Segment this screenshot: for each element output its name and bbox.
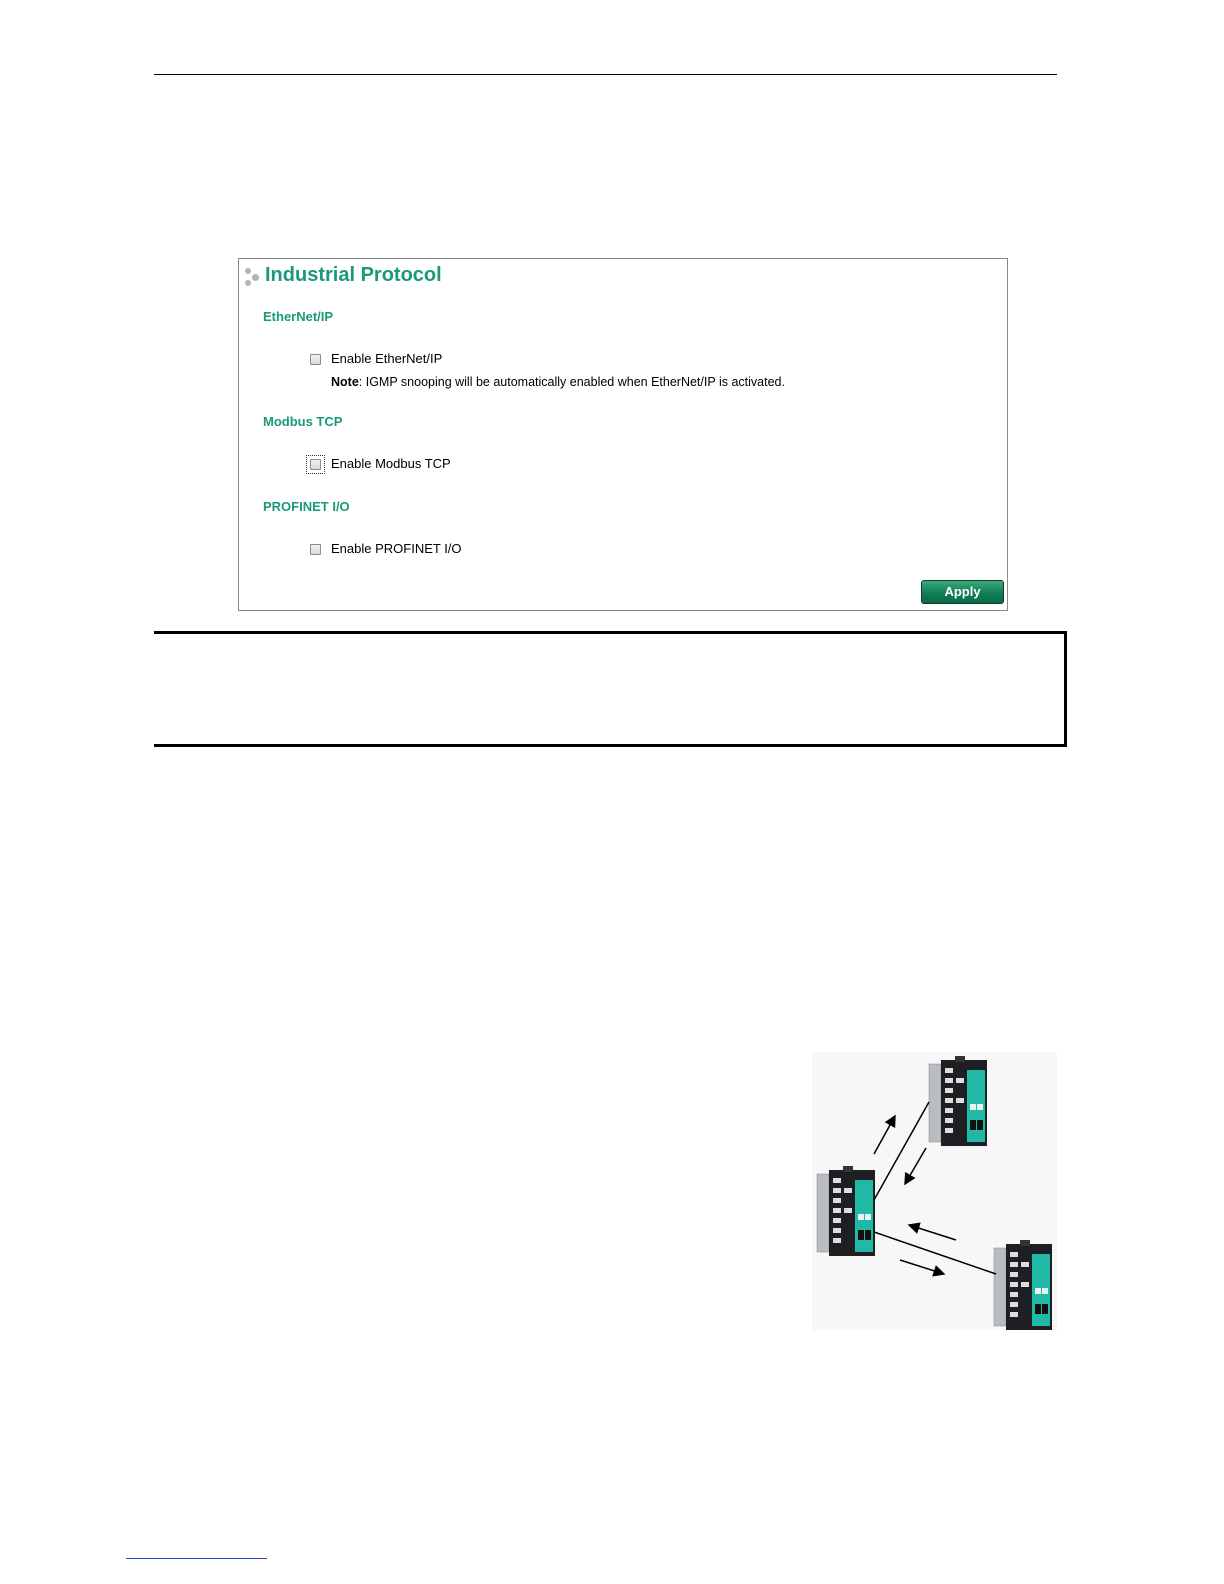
ethernet-ip-note — [331, 375, 785, 389]
note-text: : IGMP snooping will be automatically enabled when EtherNet/IP is activated. — [358, 375, 785, 389]
enable-modbus-tcp-checkbox[interactable] — [310, 459, 321, 470]
footer-link-underline[interactable] — [126, 1558, 267, 1559]
note-prefix: Note — [331, 375, 359, 389]
enable-ethernet-ip-label[interactable]: Enable EtherNet/IP — [331, 351, 443, 366]
section-title-modbus-tcp: Modbus TCP — [263, 414, 343, 429]
enable-profinet-io-label[interactable]: Enable PROFINET I/O — [331, 541, 462, 556]
apply-button[interactable]: Apply — [921, 580, 1004, 604]
switch-device-top — [929, 1056, 987, 1146]
enable-profinet-io-checkbox[interactable] — [310, 544, 321, 555]
switch-network-diagram — [812, 1052, 1057, 1330]
page-title: Industrial Protocol — [265, 264, 442, 286]
section-title-profinet-io: PROFINET I/O — [263, 499, 350, 514]
switch-device-center — [817, 1166, 875, 1256]
note-box — [154, 631, 1067, 747]
enable-ethernet-ip-checkbox[interactable] — [310, 354, 321, 365]
section-title-ethernet-ip: EtherNet/IP — [263, 309, 334, 324]
page-header-rule — [154, 74, 1057, 75]
switch-device-bottom — [994, 1240, 1052, 1330]
moxa-dots-icon — [244, 268, 262, 288]
enable-modbus-tcp-label[interactable]: Enable Modbus TCP — [331, 456, 451, 471]
industrial-protocol-panel — [238, 258, 1008, 611]
